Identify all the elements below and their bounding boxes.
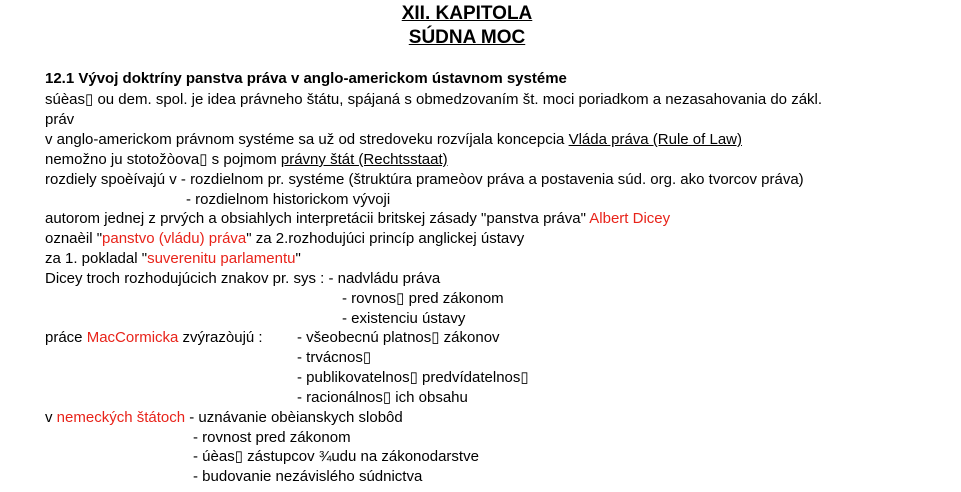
- text-line-17-start: v: [45, 409, 57, 426]
- rechtsstaat-term: právny štát (Rechtsstaat): [280, 151, 448, 168]
- text-line-4-plain: nemožno ju stotožòova▯ s pojmom: [45, 151, 281, 168]
- text-line-3: [45, 131, 742, 149]
- rule-of-law-term: Vláda práva (Rule of Law): [568, 131, 743, 148]
- text-line-5: rozdiely spoèívajú v - rozdielnom pr. systéme (štruktúra prameòov práva a postavenia súd. org. ako tvorcov práva): [45, 171, 804, 188]
- text-line-9: [45, 250, 301, 268]
- text-line-19: - úèas▯ zástupcov ¾udu na zákonodarstve: [193, 448, 479, 465]
- maccormick-name: MacCormicka: [86, 329, 179, 346]
- text-line-13-item: - všeobecnú platnos▯ zákonov: [297, 329, 500, 346]
- text-line-13: [45, 329, 263, 347]
- text-line-20: - budovanie nezávislého súdnictva: [193, 468, 423, 485]
- chapter-subtitle: SÚDNA MOC: [408, 27, 526, 48]
- text-line-7-plain: autorom jednej z prvých a obsiahlych interpretácii britskej zásady "panstva práva": [45, 210, 590, 227]
- text-line-4: [45, 151, 448, 169]
- text-line-8: [45, 230, 524, 248]
- text-line-1: súèas▯ ou dem. spol. je idea právneho štátu, spájaná s obmedzovaním št. moci poriadkom a nezasahovania do zákl.: [45, 91, 823, 108]
- text-line-14: - trvácnos▯: [297, 349, 372, 366]
- text-line-3-plain: v anglo-americkom právnom systéme sa už od stredoveku rozvíjala koncepcia: [45, 131, 569, 148]
- text-line-8-end: " za 2.rozhodujúci princíp anglickej ústavy: [246, 230, 525, 247]
- nemecke-staty-term: nemeckých štátoch: [56, 409, 186, 426]
- text-line-16: - racionálnos▯ ich obsahu: [297, 389, 468, 406]
- text-line-8-start: oznaèil ": [45, 230, 103, 247]
- text-line-9-start: za 1. pokladal ": [45, 250, 148, 267]
- chapter-title: XII. KAPITOLA: [401, 3, 533, 24]
- text-line-7: [45, 210, 670, 228]
- text-line-9-end: ": [295, 250, 301, 267]
- text-line-2: práv: [45, 111, 75, 128]
- text-line-12: - existenciu ústavy: [342, 310, 466, 327]
- text-line-17: [45, 409, 403, 427]
- text-line-15: - publikovatelnos▯ predvídatelnos▯: [297, 369, 529, 386]
- text-line-17-end: - uznávanie obèianskych slobôd: [185, 409, 403, 426]
- section-heading: 12.1 Vývoj doktríny panstva práva v anglo-americkom ústavnom systéme: [45, 70, 567, 87]
- text-line-10: Dicey troch rozhodujúcich znakov pr. sys : - nadvládu práva: [45, 270, 441, 287]
- text-line-18: - rovnost pred zákonom: [193, 429, 351, 446]
- albert-dicey-name: Albert Dicey: [589, 210, 671, 227]
- text-line-6: - rozdielnom historickom vývoji: [186, 191, 391, 208]
- panstvo-prava-term: panstvo (vládu) práva: [102, 230, 247, 247]
- text-line-13-start: práce: [45, 329, 87, 346]
- text-line-11: - rovnos▯ pred zákonom: [342, 290, 504, 307]
- text-line-13-end: zvýrazòujú :: [178, 329, 263, 346]
- suverenita-term: suverenitu parlamentu: [147, 250, 296, 267]
